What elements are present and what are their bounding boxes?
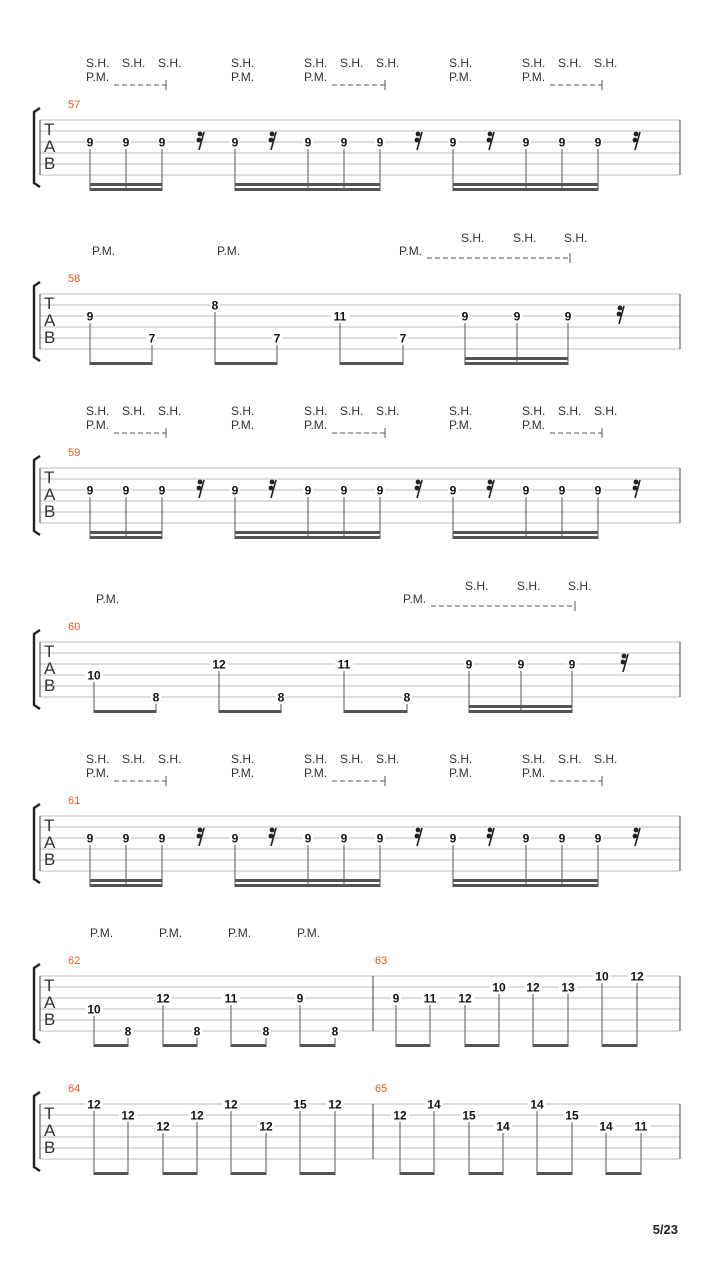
fret-number: 9	[296, 991, 304, 1006]
beam	[90, 183, 162, 186]
tab-letter-b: B	[44, 328, 56, 347]
beam	[90, 531, 162, 534]
beam	[526, 884, 598, 887]
rest-dot	[416, 828, 421, 833]
beam	[396, 1044, 430, 1047]
measure-number: 61	[68, 795, 81, 807]
beam	[300, 1044, 335, 1047]
beam	[526, 879, 598, 882]
fret-number: 9	[231, 831, 239, 846]
fret-number: 9	[522, 483, 530, 498]
sh-label: S.H.	[122, 752, 146, 766]
sh-label: S.H.	[340, 56, 364, 70]
beam	[453, 536, 526, 539]
sh-label: S.H.	[449, 404, 473, 418]
tab-letter-a: A	[44, 659, 56, 678]
rest-dot	[487, 138, 492, 143]
fret-number: 9	[231, 135, 239, 150]
fret-number: 13	[561, 980, 575, 995]
fret-number: 9	[86, 483, 94, 498]
fret-number: 9	[231, 483, 239, 498]
tab-letter-t: T	[44, 294, 55, 313]
system-bracket	[34, 282, 40, 361]
fret-number: 9	[376, 831, 384, 846]
pm-label: P.M.	[304, 766, 328, 780]
tab-letter-b: B	[44, 502, 56, 521]
beam	[469, 705, 572, 708]
fret-number: 9	[340, 135, 348, 150]
fret-number: 12	[190, 1108, 204, 1123]
fret-number: 12	[224, 1097, 238, 1112]
beam	[602, 1044, 637, 1047]
fret-number: 8	[262, 1024, 270, 1039]
rest-dot	[416, 480, 421, 485]
beam	[163, 1044, 197, 1047]
beam	[215, 362, 277, 365]
fret-number: 7	[273, 331, 281, 346]
sh-label: S.H.	[376, 404, 400, 418]
tab-letter-a: A	[44, 311, 56, 330]
sh-label: S.H.	[522, 752, 546, 766]
beam	[526, 188, 598, 191]
fret-number: 8	[193, 1024, 201, 1039]
measure-number: 57	[68, 99, 81, 111]
fret-number: 11	[224, 991, 238, 1006]
pm-label: P.M.	[96, 592, 120, 606]
fret-number: 9	[158, 483, 166, 498]
beam	[465, 357, 568, 360]
fret-number: 10	[87, 668, 101, 683]
measure-number: 60	[68, 621, 81, 633]
fret-number: 9	[376, 483, 384, 498]
beam	[606, 1172, 641, 1175]
pm-label: P.M.	[86, 70, 110, 84]
tab-letter-t: T	[44, 120, 55, 139]
rest-dot	[488, 480, 493, 485]
sh-label: S.H.	[86, 752, 110, 766]
sh-label: S.H.	[231, 56, 255, 70]
tab-letter-b: B	[44, 1010, 56, 1029]
fret-number: 9	[517, 657, 525, 672]
measure-number: 62	[68, 955, 81, 967]
fret-number: 9	[594, 135, 602, 150]
fret-number: 9	[461, 309, 469, 324]
beam	[235, 884, 380, 887]
measure-number: 58	[68, 273, 81, 285]
fret-number: 9	[86, 831, 94, 846]
beam	[526, 536, 598, 539]
fret-number: 9	[158, 135, 166, 150]
beam	[533, 1044, 568, 1047]
sh-label: S.H.	[304, 404, 328, 418]
fret-number: 12	[259, 1119, 273, 1134]
beam	[163, 1172, 197, 1175]
fret-number: 9	[594, 483, 602, 498]
fret-number: 9	[465, 657, 473, 672]
beam	[526, 531, 598, 534]
fret-number: 9	[449, 483, 457, 498]
tab-letter-a: A	[44, 137, 56, 156]
fret-number: 11	[634, 1119, 648, 1134]
fret-number: 9	[86, 135, 94, 150]
fret-number: 10	[492, 980, 506, 995]
fret-number: 9	[122, 135, 130, 150]
rest-dot	[270, 480, 275, 485]
sh-label: S.H.	[564, 231, 588, 245]
tab-letter-a: A	[44, 833, 56, 852]
pm-label: P.M.	[90, 926, 114, 940]
fret-number: 9	[304, 135, 312, 150]
fret-number: 9	[122, 483, 130, 498]
pm-label: P.M.	[522, 70, 546, 84]
sh-label: S.H.	[304, 752, 328, 766]
beam	[453, 531, 526, 534]
fret-number: 15	[462, 1108, 476, 1123]
fret-number: 7	[399, 331, 407, 346]
sh-label: S.H.	[376, 752, 400, 766]
fret-number: 8	[211, 298, 219, 313]
rest-dot	[197, 138, 202, 143]
beam	[453, 879, 526, 882]
measure-number: 59	[68, 447, 81, 459]
rest-dot	[269, 834, 274, 839]
beam	[537, 1172, 572, 1175]
rest-dot	[198, 828, 203, 833]
pm-label: P.M.	[304, 418, 328, 432]
sh-label: S.H.	[558, 404, 582, 418]
fret-number: 8	[331, 1024, 339, 1039]
beam	[526, 183, 598, 186]
beam	[90, 884, 162, 887]
page-number: 5/23	[652, 1222, 678, 1237]
tab-letter-t: T	[44, 816, 55, 835]
pm-label: P.M.	[304, 70, 328, 84]
tab-letter-t: T	[44, 642, 55, 661]
fret-number: 9	[86, 309, 94, 324]
fret-number: 12	[156, 1119, 170, 1134]
beam	[94, 1172, 128, 1175]
beam	[235, 531, 380, 534]
tab-letter-b: B	[44, 676, 56, 695]
sh-label: S.H.	[594, 404, 618, 418]
fret-number: 9	[449, 831, 457, 846]
tab-letter-a: A	[44, 993, 56, 1012]
beam	[90, 188, 162, 191]
rest-dot	[621, 660, 626, 665]
fret-number: 12	[458, 991, 472, 1006]
beam	[90, 536, 162, 539]
fret-number: 10	[87, 1002, 101, 1017]
fret-number: 11	[337, 657, 351, 672]
pm-label: P.M.	[231, 418, 255, 432]
sh-label: S.H.	[461, 231, 485, 245]
sh-label: S.H.	[122, 404, 146, 418]
beam	[235, 536, 380, 539]
rest-dot	[487, 834, 492, 839]
rest-dot	[416, 132, 421, 137]
fret-number: 9	[449, 135, 457, 150]
fret-number: 11	[423, 991, 437, 1006]
pm-label: P.M.	[92, 244, 116, 258]
sh-label: S.H.	[340, 752, 364, 766]
sh-label: S.H.	[594, 752, 618, 766]
beam	[235, 188, 380, 191]
fret-number: 8	[124, 1024, 132, 1039]
beam	[231, 1044, 266, 1047]
pm-label: P.M.	[449, 766, 473, 780]
sh-label: S.H.	[568, 579, 592, 593]
tab-letter-t: T	[44, 1104, 55, 1123]
beam	[231, 1172, 266, 1175]
sh-label: S.H.	[86, 404, 110, 418]
sh-label: S.H.	[304, 56, 328, 70]
sh-label: S.H.	[449, 56, 473, 70]
rest-dot	[634, 828, 639, 833]
beam	[340, 362, 403, 365]
rest-dot	[198, 480, 203, 485]
beam	[94, 710, 156, 713]
fret-number: 12	[87, 1097, 101, 1112]
fret-number: 14	[599, 1119, 613, 1134]
beam	[465, 1044, 499, 1047]
fret-number: 15	[565, 1108, 579, 1123]
pm-label: P.M.	[159, 926, 183, 940]
rest-dot	[487, 486, 492, 491]
measure-number: 65	[375, 1083, 388, 1095]
fret-number: 12	[328, 1097, 342, 1112]
sh-label: S.H.	[158, 404, 182, 418]
fret-number: 9	[304, 483, 312, 498]
beam	[453, 188, 526, 191]
fret-number: 9	[122, 831, 130, 846]
pm-label: P.M.	[297, 926, 321, 940]
fret-number: 9	[522, 831, 530, 846]
sh-label: S.H.	[231, 752, 255, 766]
rest-dot	[634, 132, 639, 137]
beam	[90, 362, 152, 365]
beam	[344, 710, 407, 713]
fret-number: 9	[558, 831, 566, 846]
sh-label: S.H.	[376, 56, 400, 70]
rest-dot	[622, 654, 627, 659]
sh-label: S.H.	[122, 56, 146, 70]
fret-number: 14	[496, 1119, 510, 1134]
rest-dot	[270, 132, 275, 137]
system-bracket	[34, 456, 40, 535]
pm-label: P.M.	[231, 70, 255, 84]
pm-label: P.M.	[522, 418, 546, 432]
system-bracket	[34, 804, 40, 883]
pm-label: P.M.	[399, 244, 423, 258]
tab-letter-a: A	[44, 1121, 56, 1140]
rest-dot	[617, 312, 622, 317]
fret-number: 9	[392, 991, 400, 1006]
fret-number: 12	[393, 1108, 407, 1123]
tab-letter-a: A	[44, 485, 56, 504]
rest-dot	[415, 138, 420, 143]
pm-label: P.M.	[403, 592, 427, 606]
tab-letter-b: B	[44, 154, 56, 173]
fret-number: 14	[530, 1097, 544, 1112]
beam	[300, 1172, 335, 1175]
tab-letter-b: B	[44, 1138, 56, 1157]
rest-dot	[634, 480, 639, 485]
fret-number: 14	[427, 1097, 441, 1112]
pm-label: P.M.	[228, 926, 252, 940]
fret-number: 9	[304, 831, 312, 846]
sh-label: S.H.	[465, 579, 489, 593]
fret-number: 11	[333, 309, 347, 324]
fret-number: 12	[156, 991, 170, 1006]
pm-label: P.M.	[217, 244, 241, 258]
fret-number: 9	[564, 309, 572, 324]
system-bracket	[34, 1092, 40, 1171]
sh-label: S.H.	[158, 56, 182, 70]
rest-dot	[633, 486, 638, 491]
beam	[400, 1172, 434, 1175]
fret-number: 9	[376, 135, 384, 150]
sh-label: S.H.	[231, 404, 255, 418]
rest-dot	[415, 834, 420, 839]
fret-number: 15	[293, 1097, 307, 1112]
rest-dot	[633, 834, 638, 839]
fret-number: 12	[526, 980, 540, 995]
system-bracket	[34, 964, 40, 1043]
fret-number: 8	[277, 690, 285, 705]
sh-label: S.H.	[522, 404, 546, 418]
tab-letter-t: T	[44, 976, 55, 995]
system-bracket	[34, 108, 40, 187]
system-bracket	[34, 630, 40, 709]
fret-number: 12	[212, 657, 226, 672]
rest-dot	[415, 486, 420, 491]
sh-label: S.H.	[513, 231, 537, 245]
beam	[235, 183, 380, 186]
pm-label: P.M.	[86, 766, 110, 780]
rest-dot	[269, 486, 274, 491]
pm-label: P.M.	[449, 70, 473, 84]
sh-label: S.H.	[522, 56, 546, 70]
sh-label: S.H.	[558, 56, 582, 70]
beam	[453, 183, 526, 186]
beam	[94, 1044, 128, 1047]
rest-dot	[618, 306, 623, 311]
sh-label: S.H.	[449, 752, 473, 766]
sh-label: S.H.	[558, 752, 582, 766]
fret-number: 9	[594, 831, 602, 846]
beam	[90, 879, 162, 882]
sh-label: S.H.	[517, 579, 541, 593]
tab-letter-b: B	[44, 850, 56, 869]
rest-dot	[197, 486, 202, 491]
fret-number: 12	[121, 1108, 135, 1123]
rest-dot	[488, 132, 493, 137]
sh-label: S.H.	[86, 56, 110, 70]
fret-number: 9	[513, 309, 521, 324]
rest-dot	[198, 132, 203, 137]
rest-dot	[633, 138, 638, 143]
tab-letter-t: T	[44, 468, 55, 487]
pm-label: P.M.	[231, 766, 255, 780]
beam	[235, 879, 380, 882]
measure-number: 64	[68, 1083, 81, 1095]
fret-number: 8	[152, 690, 160, 705]
beam	[219, 710, 281, 713]
rest-dot	[270, 828, 275, 833]
fret-number: 8	[403, 690, 411, 705]
beam	[469, 710, 572, 713]
fret-number: 9	[568, 657, 576, 672]
fret-number: 12	[630, 969, 644, 984]
pm-label: P.M.	[449, 418, 473, 432]
sh-label: S.H.	[594, 56, 618, 70]
sh-label: S.H.	[158, 752, 182, 766]
rest-dot	[197, 834, 202, 839]
fret-number: 7	[148, 331, 156, 346]
fret-number: 9	[522, 135, 530, 150]
fret-number: 9	[158, 831, 166, 846]
fret-number: 9	[558, 135, 566, 150]
pm-label: P.M.	[86, 418, 110, 432]
beam	[469, 1172, 503, 1175]
fret-number: 9	[340, 831, 348, 846]
measure-number: 63	[375, 955, 388, 967]
pm-label: P.M.	[522, 766, 546, 780]
fret-number: 9	[558, 483, 566, 498]
fret-number: 9	[340, 483, 348, 498]
beam	[453, 884, 526, 887]
fret-number: 10	[595, 969, 609, 984]
rest-dot	[488, 828, 493, 833]
rest-dot	[269, 138, 274, 143]
beam	[465, 362, 568, 365]
sh-label: S.H.	[340, 404, 364, 418]
